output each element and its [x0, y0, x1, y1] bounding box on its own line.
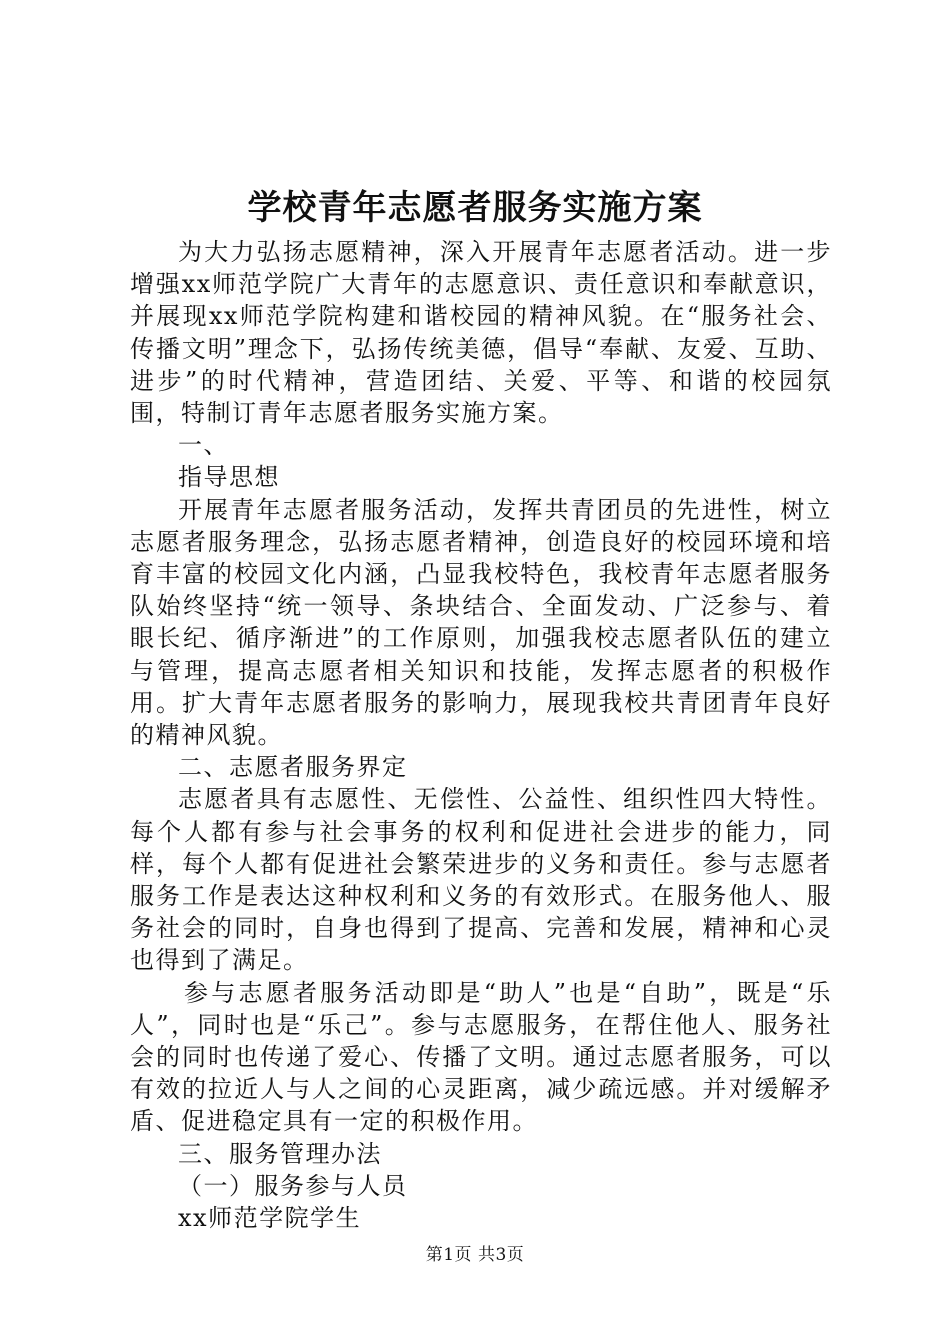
paragraph-intro: 为大力弘扬志愿精神，深入开展青年志愿者活动。进一步增强xx师范学院广大青年的志愿意识、责任意识和奉献意识，并展现xx师范学院构建和谐校园的精神风貌。在“服务社会、传播文明”理念下，弘扬传统美德，倡导“奉献、友爱、互助、进步”的时代精神，营造团结、关爱、平等、和谐的校园氛围，特制订青年志愿者服务实施方案。 [130, 238, 832, 428]
section-heading-guiding-thought: 指导思想 [178, 463, 280, 492]
paragraph-participants: xx师范学院学生 [178, 1204, 362, 1233]
subsection-heading-participants: （一）服务参与人员 [178, 1171, 408, 1200]
section-number-one: 一、 [178, 431, 229, 460]
page-number-footer: 第1页 共3页 [425, 1245, 525, 1265]
paragraph-volunteer-benefits: 参与志愿者服务活动即是“助人”也是“自助”，既是“乐人”，同时也是“乐己”。参与志愿服务，在帮住他人、服务社会的同时也传递了爱心、传播了文明。通过志愿者服务，可以有效的拉近人与人之间的心灵距离，减少疏远感。并对缓解矛盾、促进稳定具有一定的积极作用。 [130, 978, 832, 1136]
document-body [130, 236, 832, 1234]
paragraph-guiding-thought: 开展青年志愿者服务活动，发挥共青团员的先进性，树立志愿者服务理念，弘扬志愿者精神，创造良好的校园环境和培育丰富的校园文化内涵，凸显我校特色，我校青年志愿者服务队始终坚持“统一领导、条块结合、全面发动、广泛参与、着眼长纪、循序渐进”的工作原则，加强我校志愿者队伍的建立与管理，提高志愿者相关知识和技能，发挥志愿者的积极作用。扩大青年志愿者服务的影响力，展现我校共青团青年良好的精神风貌。 [130, 495, 832, 750]
paragraph-volunteer-traits: 志愿者具有志愿性、无偿性、公益性、组织性四大特性。每个人都有参与社会事务的权利和促进社会进步的能力，同样，每个人都有促进社会繁荣进步的义务和责任。参与志愿者服务工作是表达这种权利和义务的有效形式。在服务他人、服务社会的同时，自身也得到了提高、完善和发展，精神和心灵也得到了满足。 [130, 785, 832, 975]
section-heading-management: 三、服务管理办法 [178, 1139, 382, 1168]
section-heading-volunteer-definition: 二、志愿者服务界定 [178, 753, 408, 782]
document-title: 学校青年志愿者服务实施方案 [247, 188, 703, 228]
